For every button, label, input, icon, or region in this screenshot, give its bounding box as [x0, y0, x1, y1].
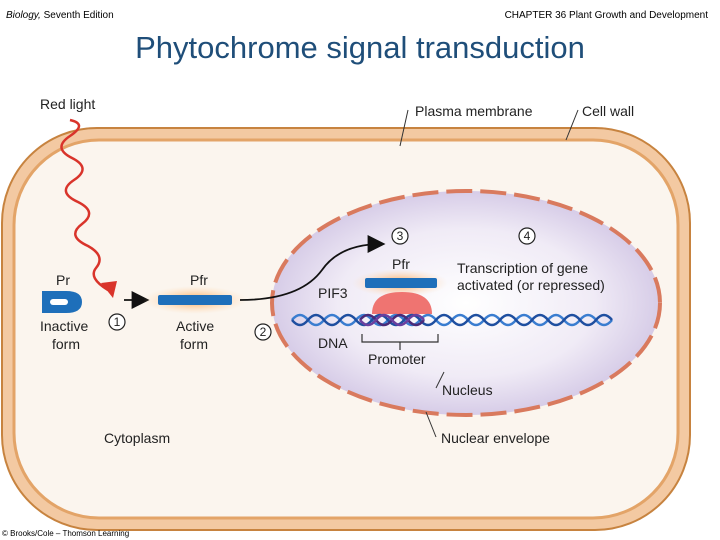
cytoplasm-label: Cytoplasm [104, 430, 171, 446]
active-label-line1: Active [176, 318, 215, 334]
book-edition: Seventh Edition [40, 10, 114, 21]
slide-title: Phytochrome signal transduction [135, 30, 585, 65]
promoter-label: Promoter [368, 351, 426, 367]
nucleus-label: Nucleus [442, 382, 493, 398]
book-title: Biology, [6, 10, 41, 21]
nuclear-pfr-label: Pfr [392, 256, 410, 272]
pfr-molecule [158, 295, 232, 305]
inactive-label-line2: form [52, 336, 80, 352]
chapter-header: CHAPTER 36 Plant Growth and Development [504, 10, 708, 21]
pfr-label: Pfr [190, 272, 208, 288]
active-label-line2: form [180, 336, 208, 352]
step-2-number: 2 [259, 325, 267, 339]
pif3-label: PIF3 [318, 285, 348, 301]
pr-notch [50, 299, 68, 305]
nuclear-pfr-molecule [365, 278, 437, 288]
inactive-label-line1: Inactive [40, 318, 89, 334]
plasma-membrane-label: Plasma membrane [415, 103, 533, 119]
nuclear-envelope-label: Nuclear envelope [441, 430, 550, 446]
red-light-label: Red light [40, 96, 96, 112]
transcription-label-line2: activated (or repressed) [457, 277, 605, 293]
pr-label: Pr [56, 272, 70, 288]
cell-wall-label: Cell wall [582, 103, 635, 119]
step-3-number: 3 [396, 229, 404, 243]
copyright-credit: © Brooks/Cole – Thomson Learning [2, 529, 130, 538]
step-1-number: 1 [113, 315, 121, 329]
dna-label: DNA [318, 335, 348, 351]
step-4-number: 4 [523, 229, 531, 243]
transcription-label-line1: Transcription of gene [457, 260, 588, 276]
